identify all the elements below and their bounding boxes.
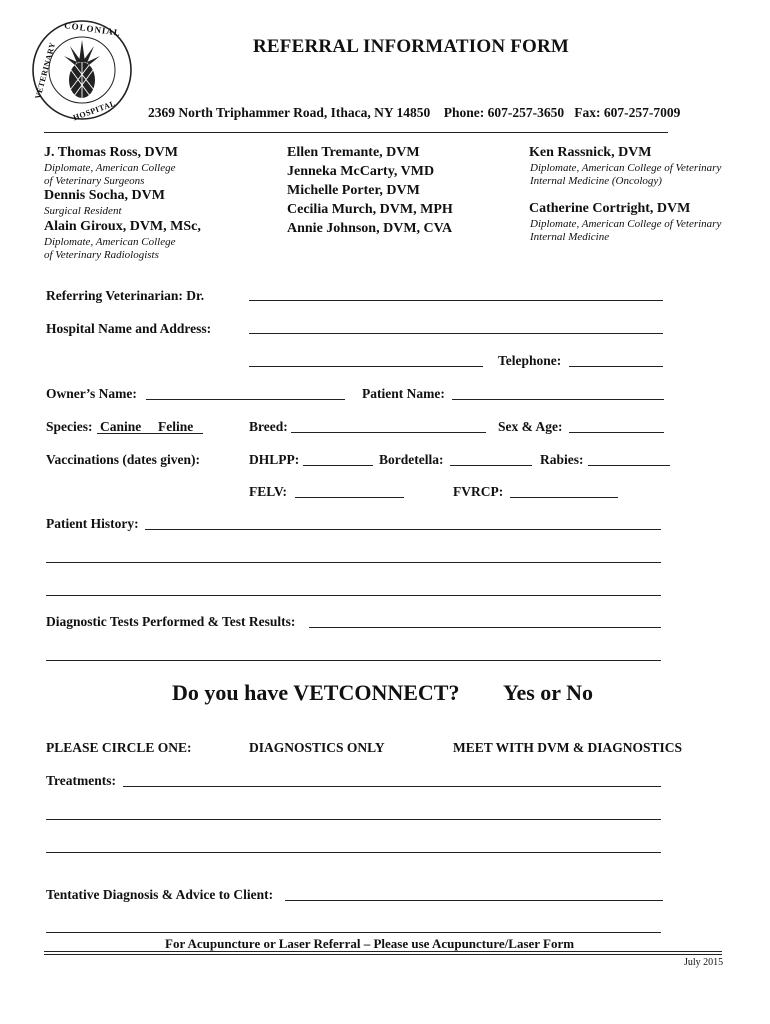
patient-field[interactable] bbox=[452, 399, 664, 400]
doctor-johnson: Annie Johnson, DVM, CVA bbox=[287, 221, 453, 236]
species-feline-option[interactable]: Feline bbox=[158, 419, 194, 434]
doctor-rassnick-cred2: Internal Medicine (Oncology) bbox=[530, 175, 662, 187]
footer-divider bbox=[44, 951, 722, 955]
species-label: Species: bbox=[46, 419, 93, 434]
owner-field[interactable] bbox=[146, 399, 345, 400]
form-title: REFERRAL INFORMATION FORM bbox=[253, 36, 570, 57]
doctor-giroux-cred: Diplomate, American College bbox=[44, 236, 176, 248]
header-divider bbox=[44, 132, 668, 133]
tentative-diagnosis-field-2[interactable] bbox=[46, 932, 661, 933]
dhlpp-field[interactable] bbox=[303, 465, 373, 466]
doctor-porter: Michelle Porter, DVM bbox=[287, 183, 420, 198]
meet-dvm-option[interactable]: MEET WITH DVM & DIAGNOSTICS bbox=[453, 740, 683, 755]
rabies-label: Rabies: bbox=[540, 452, 584, 467]
diagnostics-only-option[interactable]: DIAGNOSTICS ONLY bbox=[249, 740, 385, 755]
telephone-field[interactable] bbox=[569, 366, 663, 367]
breed-label: Breed: bbox=[249, 419, 288, 434]
hospital-field-1[interactable] bbox=[249, 333, 663, 334]
doctor-rassnick-cred: Diplomate, American College of Veterinary bbox=[530, 162, 722, 174]
colonial-logo bbox=[30, 18, 134, 122]
treatments-label: Treatments: bbox=[46, 773, 116, 788]
doctor-socha-cred: Surgical Resident bbox=[44, 205, 122, 217]
logo-text-bottom: HOSPITAL bbox=[71, 98, 117, 123]
felv-label: FELV: bbox=[249, 484, 288, 499]
circle-one-label: PLEASE CIRCLE ONE: bbox=[46, 740, 192, 755]
breed-field[interactable] bbox=[291, 432, 486, 433]
patient-label: Patient Name: bbox=[362, 386, 445, 401]
doctor-giroux: Alain Giroux, DVM, MSc, bbox=[44, 219, 201, 234]
fvrcp-label: FVRCP: bbox=[453, 484, 504, 499]
doctor-murch: Cecilia Murch, DVM, MPH bbox=[287, 202, 453, 217]
patient-history-label: Patient History: bbox=[46, 516, 139, 531]
sex-age-field[interactable] bbox=[569, 432, 664, 433]
vaccinations-label: Vaccinations (dates given): bbox=[46, 452, 200, 467]
felv-field[interactable] bbox=[295, 497, 404, 498]
doctor-ross-cred2: of Veterinary Surgeons bbox=[44, 175, 145, 187]
bordetella-field[interactable] bbox=[450, 465, 532, 466]
bordetella-label: Bordetella: bbox=[379, 452, 444, 467]
doctor-cortright-cred2: Internal Medicine bbox=[530, 231, 610, 243]
hospital-field-2[interactable] bbox=[249, 366, 483, 367]
referring-vet-field[interactable] bbox=[249, 300, 663, 301]
doctor-giroux-cred2: of Veterinary Radiologists bbox=[44, 249, 159, 261]
acupuncture-note: For Acupuncture or Laser Referral – Please use Acupuncture/Laser Form bbox=[165, 936, 575, 951]
dhlpp-label: DHLPP: bbox=[249, 452, 300, 467]
doctor-cortright-cred: Diplomate, American College of Veterinary bbox=[530, 218, 722, 230]
vetconnect-answer[interactable]: Yes or No bbox=[503, 680, 594, 705]
vetconnect-question: Do you have VETCONNECT? bbox=[172, 680, 460, 705]
patient-history-field-1[interactable] bbox=[145, 529, 661, 530]
species-canine-option[interactable]: Canine bbox=[100, 419, 142, 434]
tentative-diagnosis-field-1[interactable] bbox=[285, 900, 663, 901]
logo-text-left: VETERINARY bbox=[33, 41, 58, 100]
doctor-tremante: Ellen Tremante, DVM bbox=[287, 145, 420, 160]
doctor-rassnick: Ken Rassnick, DVM bbox=[529, 145, 652, 160]
telephone-label: Telephone: bbox=[498, 353, 562, 368]
doctor-ross-cred: Diplomate, American College bbox=[44, 162, 176, 174]
doctor-mccarty: Jenneka McCarty, VMD bbox=[287, 164, 435, 179]
treatments-field-1[interactable] bbox=[123, 786, 661, 787]
fvrcp-field[interactable] bbox=[510, 497, 618, 498]
treatments-field-2[interactable] bbox=[46, 819, 661, 820]
tentative-diagnosis-label: Tentative Diagnosis & Advice to Client: bbox=[46, 887, 274, 902]
diagnostic-tests-field-1[interactable] bbox=[309, 627, 661, 628]
address-line: 2369 North Triphammer Road, Ithaca, NY 14850 Phone: 607-257-3650 Fax: 607-257-7009 bbox=[148, 105, 681, 120]
treatments-field-3[interactable] bbox=[46, 852, 661, 853]
doctor-socha: Dennis Socha, DVM bbox=[44, 188, 165, 203]
doctor-ross: J. Thomas Ross, DVM bbox=[44, 145, 178, 160]
revision-date: July 2015 bbox=[684, 957, 724, 968]
patient-history-field-2[interactable] bbox=[46, 562, 661, 563]
logo-text-top: COLONIAL bbox=[63, 20, 122, 38]
sex-age-label: Sex & Age: bbox=[498, 419, 563, 434]
patient-history-field-3[interactable] bbox=[46, 595, 661, 596]
rabies-field[interactable] bbox=[588, 465, 670, 466]
doctor-cortright: Catherine Cortright, DVM bbox=[529, 201, 691, 216]
referring-vet-label: Referring Veterinarian: Dr. bbox=[46, 288, 205, 303]
diagnostic-tests-label: Diagnostic Tests Performed & Test Results: bbox=[46, 614, 296, 629]
diagnostic-tests-field-2[interactable] bbox=[46, 660, 661, 661]
hospital-label: Hospital Name and Address: bbox=[46, 321, 212, 336]
owner-label: Owner’s Name: bbox=[46, 386, 137, 401]
